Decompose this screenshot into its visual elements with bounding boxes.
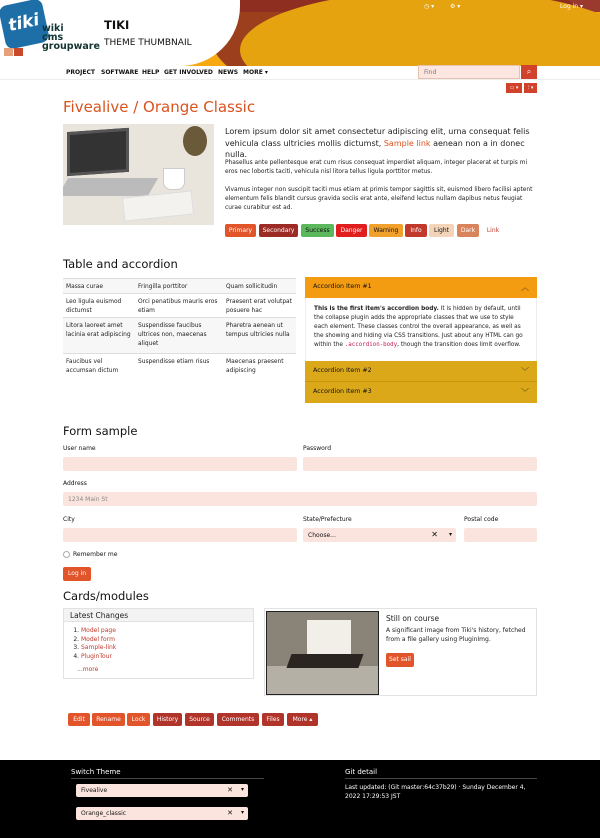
nav-project[interactable]: PROJECT bbox=[66, 69, 95, 76]
remember-label: Remember me bbox=[73, 551, 118, 558]
search-input[interactable]: Find bbox=[418, 65, 520, 79]
more-link[interactable]: ...more bbox=[77, 666, 99, 673]
files-button[interactable]: Files bbox=[262, 713, 284, 726]
clear-icon[interactable]: ✕ bbox=[227, 786, 233, 794]
clock-icon[interactable]: ◷ ▾ bbox=[424, 3, 435, 10]
paragraph-2: Vivamus integer non suscipit taciti mus etiam at primis tempor sagittis sit, euismod libero facilisi aptent elementum felis blandit cursus gravida sociis erat ante, eleifend lectus nullam dapibus netus feugiat curae curabitur est ad. bbox=[225, 187, 533, 211]
postal-label: Postal code bbox=[464, 516, 499, 523]
nav-more[interactable]: MORE ▾ bbox=[243, 69, 268, 76]
username-input[interactable] bbox=[63, 457, 297, 471]
laptop-photo bbox=[63, 124, 214, 225]
switch-theme-title: Switch Theme bbox=[71, 768, 121, 776]
site-title: TIKI bbox=[104, 18, 130, 32]
search-icon: ⌕ bbox=[526, 67, 532, 76]
success-button[interactable]: Success bbox=[301, 224, 334, 237]
course-text: A significant image from Tiki's history, fetched from a file gallery using PluginImg. bbox=[386, 627, 526, 643]
primary-button[interactable]: Primary bbox=[225, 224, 256, 237]
comments-button[interactable]: Comments bbox=[217, 713, 259, 726]
theme-select[interactable]: Fivealive ✕ ▾ bbox=[76, 784, 248, 797]
chevron-down-icon: ▾ bbox=[240, 809, 244, 816]
light-button[interactable]: Light bbox=[429, 224, 454, 237]
address-input[interactable]: 1234 Main St bbox=[63, 492, 537, 506]
nav-news[interactable]: NEWS bbox=[218, 69, 239, 76]
latest-link[interactable]: Sample-link bbox=[81, 644, 117, 651]
info-button[interactable]: Info bbox=[405, 224, 427, 237]
clear-icon[interactable]: ✕ bbox=[227, 809, 233, 817]
table-row: Leo ligula euismod dictumst Orci penatibus mauris eros etiam Praesent erat volutpat posuere hac bbox=[63, 293, 296, 317]
link-button[interactable]: Link bbox=[486, 227, 500, 234]
chevron-down-icon: ﹀ bbox=[521, 388, 529, 397]
sailing-ship-photo bbox=[266, 611, 379, 695]
git-text: Last updated: (Git master:64c37b29) · Sunday December 4, 2022 17:29:53 JST bbox=[345, 784, 526, 800]
table-heading: Table and accordion bbox=[63, 257, 178, 271]
accordion-item-3-header[interactable]: Accordion Item #3 ﹀ bbox=[305, 382, 537, 403]
logo-block-dark bbox=[14, 48, 23, 56]
site-logo[interactable] bbox=[2, 2, 98, 62]
latest-link[interactable]: PluginTour bbox=[81, 652, 112, 660]
git-title: Git detail bbox=[345, 768, 378, 776]
more-button[interactable]: More ▴ bbox=[287, 713, 318, 726]
logo-text: wiki cms groupware bbox=[42, 23, 100, 52]
accordion-item-2-header[interactable]: Accordion Item #2 ﹀ bbox=[305, 361, 537, 382]
secondary-button[interactable]: Secondary bbox=[259, 224, 298, 237]
settings-icon[interactable]: ⚙ ▾ bbox=[450, 3, 461, 10]
nav-help[interactable]: HELP bbox=[142, 69, 160, 76]
chevron-down-icon: ▾ bbox=[448, 531, 452, 538]
accordion-item-1-header[interactable]: Accordion Item #1 ︿ bbox=[305, 277, 537, 298]
chevron-down-icon: ﹀ bbox=[521, 367, 529, 376]
cards-heading: Cards/modules bbox=[63, 589, 149, 603]
data-table bbox=[63, 278, 296, 381]
lock-button[interactable]: Lock bbox=[127, 713, 150, 726]
state-label: State/Prefecture bbox=[303, 516, 352, 523]
city-input[interactable] bbox=[63, 528, 297, 542]
site-footer bbox=[0, 760, 600, 838]
still-on-course-card bbox=[264, 608, 537, 696]
page-title: Fivealive / Orange Classic bbox=[63, 98, 256, 116]
table-row: Massa curae Fringilla porttitor Quam sollicitudin bbox=[63, 278, 296, 293]
form-heading: Form sample bbox=[63, 424, 138, 438]
plant-shape bbox=[183, 126, 207, 156]
password-label: Password bbox=[303, 445, 332, 452]
nav-software[interactable]: SOFTWARE bbox=[101, 69, 139, 76]
accordion-body: This is the first item's accordion body. It is hidden by default, until the collapse plugin adds the appropriate classes that we use to style each element. These classes control the overall appearance, as well as the showing and hiding via CSS transitions. Just about any HTML can go within the .accordion-body, though the transition does limit overflow. bbox=[305, 298, 537, 361]
warning-button[interactable]: Warning bbox=[369, 224, 403, 237]
paragraph-1: Phasellus ante pellentesque erat cum risus consequat imperdiet aliquam, integer placerat et turpis mi eros nec lobortis taciti, vehicula nisl litora tellus ligula porttitor metus. bbox=[225, 160, 528, 175]
clear-icon[interactable]: ✕ bbox=[431, 530, 438, 539]
history-button[interactable]: History bbox=[153, 713, 182, 726]
address-label: Address bbox=[63, 480, 87, 487]
rename-button[interactable]: Rename bbox=[92, 713, 125, 726]
latest-link[interactable]: Model page bbox=[81, 627, 116, 634]
search-button[interactable] bbox=[521, 65, 537, 79]
header-swoosh-gold bbox=[240, 0, 600, 66]
list-item bbox=[81, 644, 116, 653]
dark-button[interactable]: Dark bbox=[457, 224, 479, 237]
laptop-shape bbox=[67, 128, 129, 176]
postal-input[interactable] bbox=[464, 528, 537, 542]
module-menu-button[interactable]: ▭ ▾ bbox=[506, 83, 522, 93]
latest-link[interactable]: Model form bbox=[81, 635, 115, 643]
list-item bbox=[81, 653, 116, 662]
table-row: Litora laoreet amet lacinia erat adipiscing Suspendisse faucibus ultrices non, maecenas aliquet Pharetra aenean ut tempus ultricies nulla bbox=[63, 317, 296, 353]
site-subtitle: THEME THUMBNAIL bbox=[104, 38, 192, 48]
password-input[interactable] bbox=[303, 457, 537, 471]
login-button[interactable]: Log in bbox=[63, 567, 91, 581]
logo-mark: tiki bbox=[0, 0, 50, 50]
list-item bbox=[81, 636, 116, 645]
lead-paragraph: Lorem ipsum dolor sit amet consectetur adipiscing elit, urna consequat felis vehicula class ultricies mollis dictumst, Sample link aenean non a in donec nulla. bbox=[225, 127, 530, 159]
state-select[interactable]: Choose... ✕ ▾ bbox=[303, 528, 456, 542]
chevron-down-icon: ▾ bbox=[240, 786, 244, 793]
danger-button[interactable]: Danger bbox=[336, 224, 367, 237]
edit-button[interactable]: Edit bbox=[68, 713, 90, 726]
login-link[interactable]: Log in ▾ bbox=[560, 3, 584, 10]
list-item bbox=[81, 627, 116, 636]
chevron-up-icon: ︿ bbox=[521, 283, 529, 292]
remember-radio[interactable] bbox=[63, 551, 70, 558]
latest-changes-card bbox=[63, 608, 254, 679]
latest-changes-list bbox=[81, 627, 116, 661]
cup-shape bbox=[163, 168, 185, 190]
course-title: Still on course bbox=[386, 614, 440, 623]
city-label: City bbox=[63, 516, 75, 523]
source-button[interactable]: Source bbox=[185, 713, 214, 726]
table-row: Faucibus vel accumsan dictum Suspendisse etiam risus Maecenas praesent adipiscing bbox=[63, 353, 296, 381]
site-header bbox=[0, 0, 600, 66]
logo-block-light bbox=[4, 48, 13, 56]
latest-changes-title: Latest Changes bbox=[64, 609, 253, 622]
sample-link[interactable]: Sample link bbox=[383, 138, 431, 148]
theme-option-select[interactable]: Orange_classic ✕ ▾ bbox=[76, 807, 248, 820]
set-sail-button[interactable]: Set sail bbox=[386, 653, 414, 667]
nav-get-involved[interactable]: GET INVOLVED bbox=[164, 69, 213, 76]
user-label: User name bbox=[63, 445, 96, 452]
keyboard-shape bbox=[63, 178, 158, 196]
options-menu-button[interactable]: ⁝ ▾ bbox=[524, 83, 537, 93]
